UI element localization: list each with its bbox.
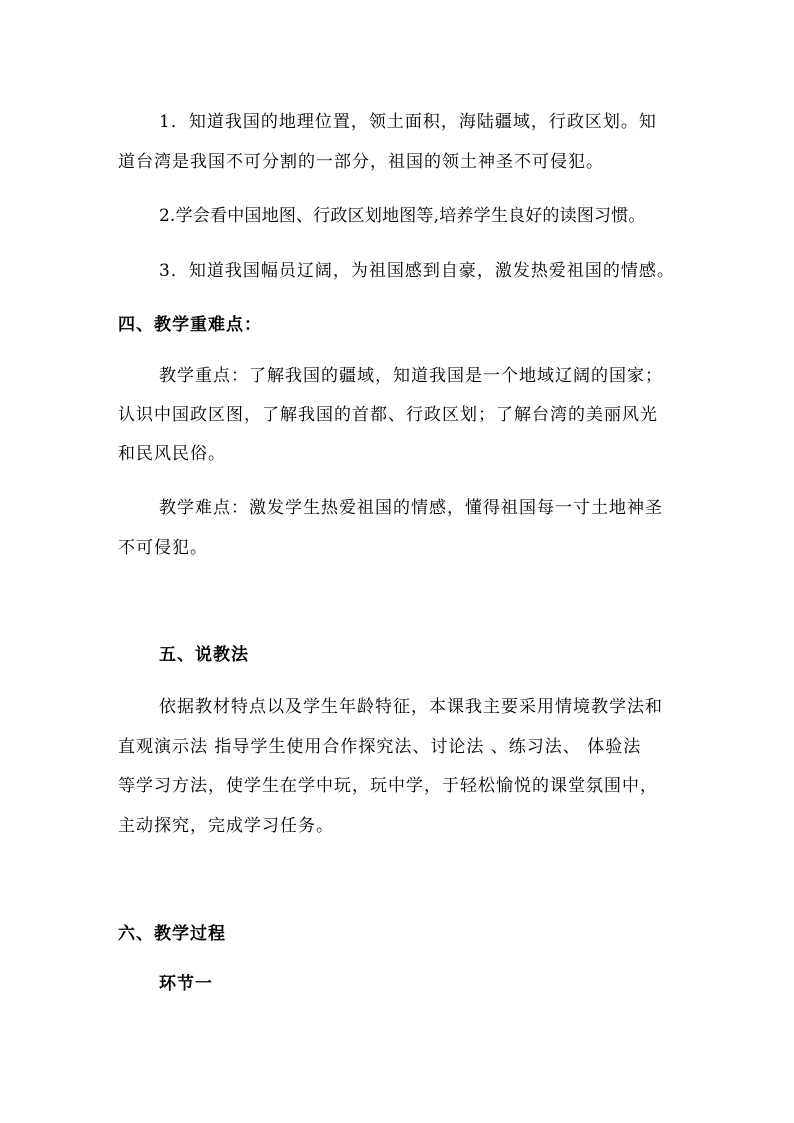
difficulty-line-1: 教学难点：激发学生热爱祖国的情感，懂得祖国每一寸土地神圣 [159, 498, 663, 518]
objective-1-line-2: 道台湾是我国不可分割的一部分，祖国的领土神圣不可侵犯。 [118, 152, 604, 172]
objective-3: 3．知道我国幅员辽阔，为祖国感到自豪，激发热爱祖国的情感。 [159, 261, 675, 281]
teaching-method-line-3: 等学习方法，使学生在学中玩，玩中学，于轻松愉悦的课堂氛围中， [118, 776, 658, 796]
teaching-method-line-4: 主动探究，完成学习任务。 [118, 816, 334, 836]
section-6-heading: 六、教学过程 [118, 924, 226, 944]
key-point-line-3: 和民风民俗。 [118, 444, 226, 464]
objective-1-line-1: 1．知道我国的地理位置，领土面积，海陆疆域，行政区划。知 [159, 112, 657, 132]
section-4-heading: 四、教学重难点： [118, 315, 262, 335]
key-point-line-2: 认识中国政区图，了解我国的首都、行政区划；了解台湾的美丽风光 [118, 405, 658, 425]
section-5-heading: 五、说教法 [159, 645, 249, 665]
difficulty-line-2: 不可侵犯。 [118, 538, 208, 558]
section-6-sub-heading: 环节一 [159, 974, 213, 994]
teaching-method-line-1: 依据教材特点以及学生年龄特征，本课我主要采用情境教学法和 [159, 697, 663, 717]
teaching-method-line-2: 直观演示法 指导学生使用合作探究法、讨论法 、练习法、 体验法 [118, 737, 642, 757]
key-point-line-1: 教学重点：了解我国的疆域，知道我国是一个地域辽阔的国家； [159, 366, 663, 386]
objective-2: 2.学会看中国地图、行政区划地图等,培养学生良好的读图习惯。 [159, 206, 646, 226]
